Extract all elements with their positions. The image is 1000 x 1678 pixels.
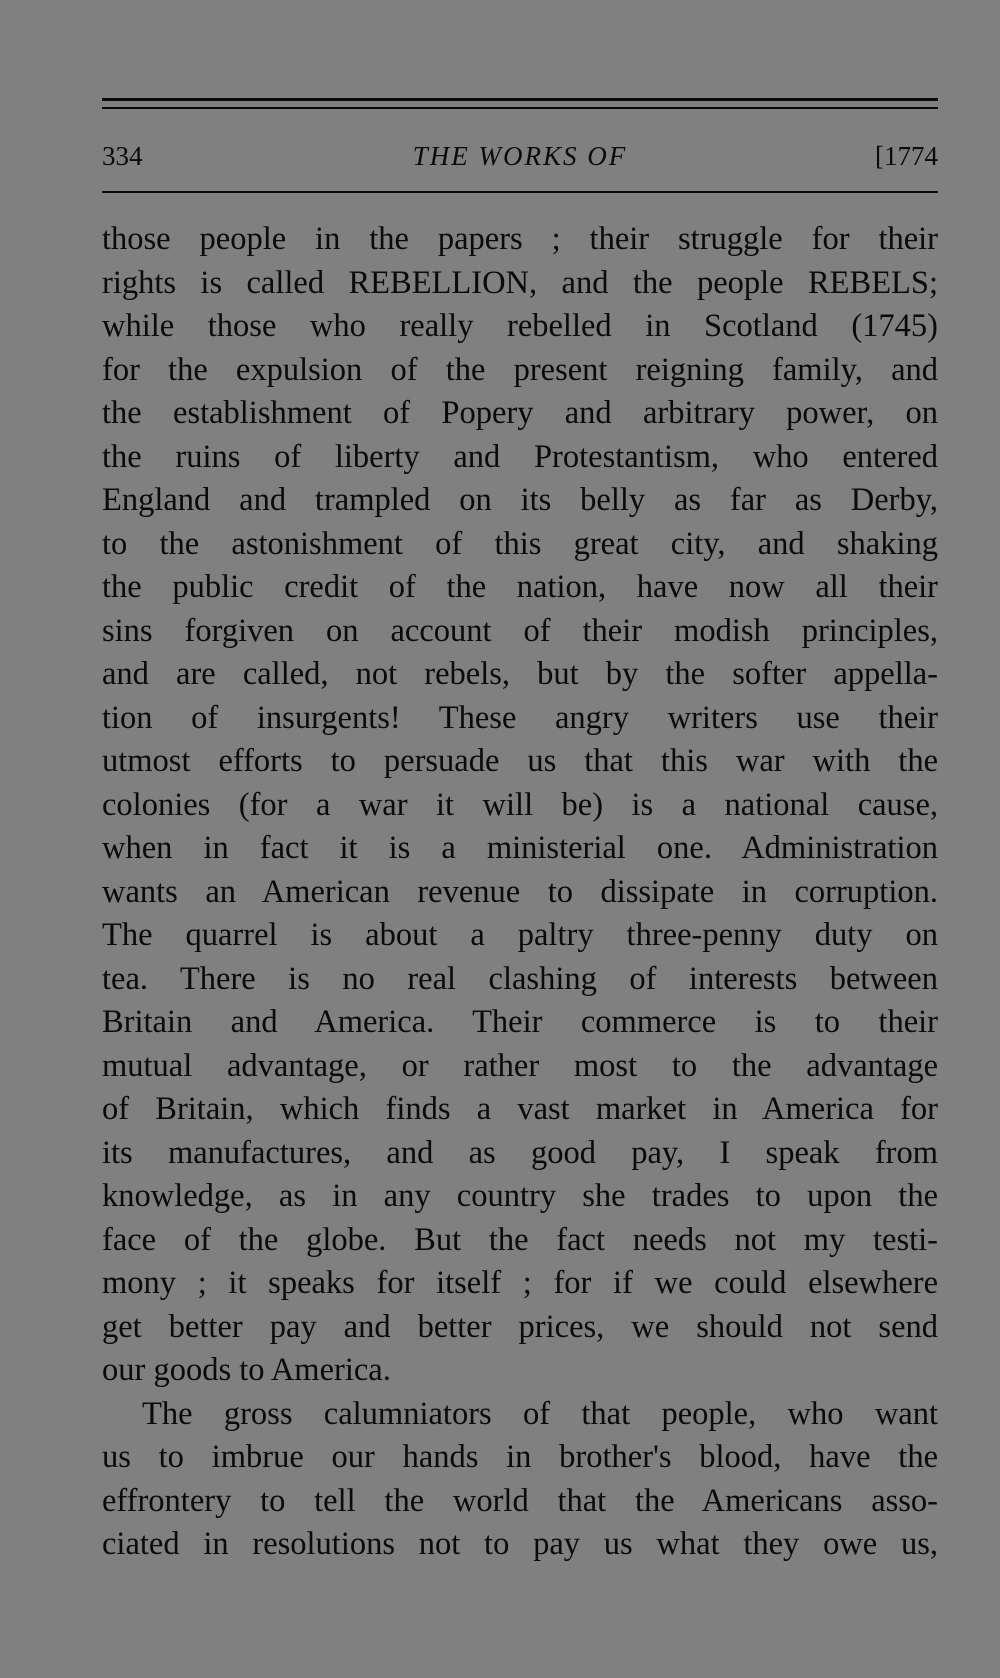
text-line: our goods to America. — [102, 1352, 391, 1388]
text-line: us to imbrue our hands in brother's blood, have the — [102, 1439, 938, 1475]
text-line: The quarrel is about a paltry three-penny duty on — [102, 917, 938, 953]
text-line: face of the globe. But the fact needs not my testi- — [102, 1221, 938, 1258]
text-line: and are called, not rebels, but by the softer appella- — [102, 656, 938, 692]
text-line: wants an American revenue to dissipate in corruption. — [102, 873, 938, 910]
text-line: those people in the papers ; their struggle for their — [102, 221, 938, 257]
text-line: ciated in resolutions not to pay us what they owe us, — [102, 1526, 938, 1562]
running-title: THE WORKS OF — [412, 141, 628, 171]
year-mark: [1774 — [875, 141, 938, 171]
paragraph-1 — [102, 218, 938, 1393]
text-line: knowledge, as in any country she trades to upon the — [102, 1178, 938, 1214]
top-rule-thick — [102, 98, 938, 101]
page-number: 334 — [102, 141, 143, 171]
text-line: for the expulsion of the present reigning family, and — [102, 351, 938, 388]
text-line: the ruins of liberty and Protestantism, who entered — [102, 438, 938, 475]
text-line: to the astonishment of this great city, and shaking — [102, 525, 938, 562]
text-line: its manufactures, and as good pay, I speak from — [102, 1134, 938, 1171]
text-line: the establishment of Popery and arbitrary power, on — [102, 395, 938, 431]
text-line: The gross calumniators of that people, who want — [142, 1395, 938, 1432]
text-line: mutual advantage, or rather most to the advantage — [102, 1047, 938, 1084]
running-head — [102, 136, 938, 176]
text-line: effrontery to tell the world that the Americans asso- — [102, 1482, 938, 1519]
text-line: tea. There is no real clashing of interests between — [102, 960, 938, 997]
text-line: rights is called REBELLION, and the people REBELS; — [102, 264, 938, 301]
paragraph-2 — [102, 1393, 938, 1567]
text-line: sins forgiven on account of their modish principles, — [102, 612, 938, 649]
text-line: colonies (for a war it will be) is a national cause, — [102, 786, 938, 823]
text-line: when in fact it is a ministerial one. Administration — [102, 830, 938, 866]
text-line: of Britain, which finds a vast market in America for — [102, 1091, 938, 1127]
text-line: tion of insurgents! These angry writers use their — [102, 699, 938, 736]
text-line: utmost efforts to persuade us that this war with the — [102, 743, 938, 779]
text-line: the public credit of the nation, have now all their — [102, 569, 938, 605]
body-text — [102, 218, 938, 1567]
text-line: Britain and America. Their commerce is to their — [102, 1004, 938, 1040]
text-line: while those who really rebelled in Scotland (1745) — [102, 308, 938, 344]
text-line: get better pay and better prices, we should not send — [102, 1308, 938, 1345]
text-line: mony ; it speaks for itself ; for if we could elsewhere — [102, 1265, 938, 1301]
header-underline-rule — [102, 191, 938, 193]
top-rule-thin — [102, 107, 938, 109]
text-line: England and trampled on its belly as far as Derby, — [102, 482, 938, 518]
